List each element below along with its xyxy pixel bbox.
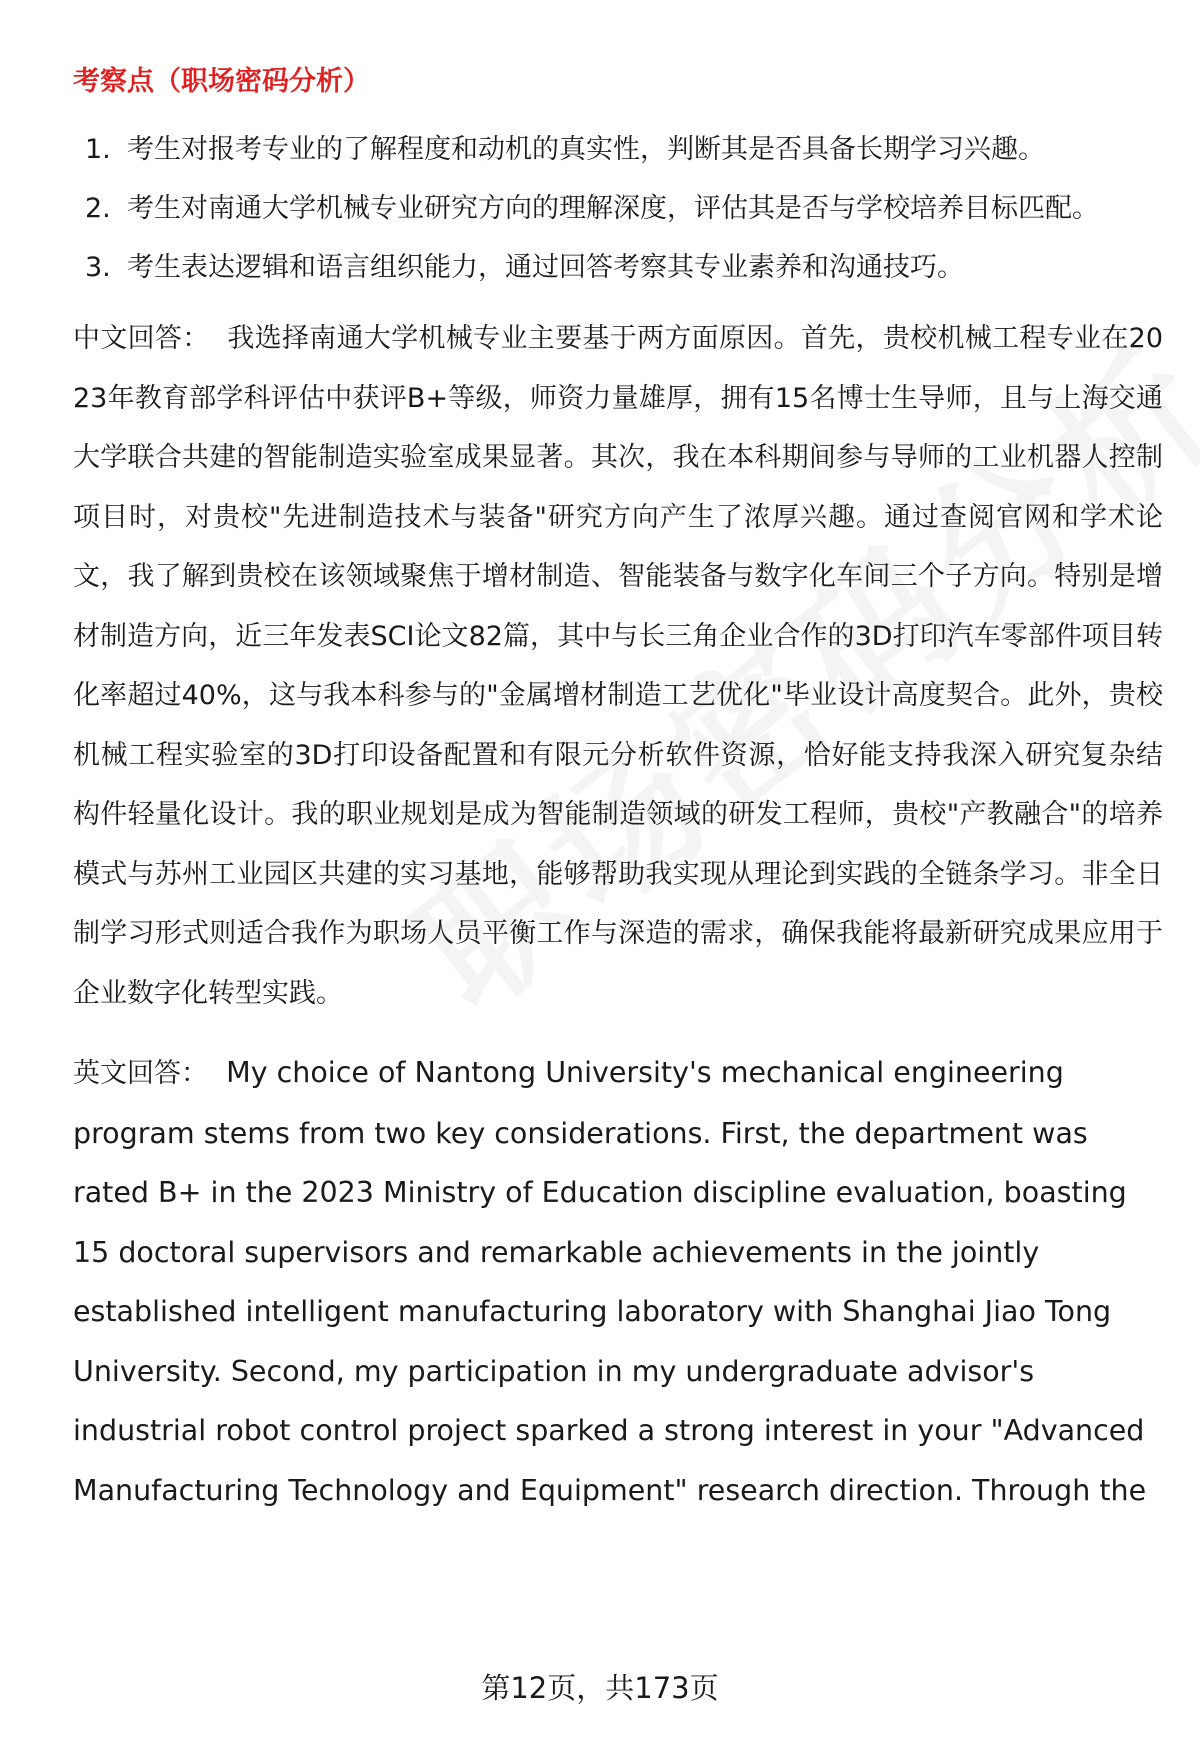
list-item-number: 3.: [85, 252, 111, 283]
list-item-text: 考生表达逻辑和语言组织能力，通过回答考察其专业素养和沟通技巧。: [127, 252, 964, 283]
list-item-text: 考生对报考专业的了解程度和动机的真实性，判断其是否具备长期学习兴趣。: [127, 134, 1045, 165]
assessment-points-list: [73, 120, 1163, 297]
chinese-answer-text: 我选择南通大学机械专业主要基于两方面原因。首先，贵校机械工程专业在2023年教育部学科评估中获评B+等级，师资力量雄厚，拥有15名博士生导师，且与上海交通大学联合共建的智能制造实验室成果显著。其次，我在本科期间参与导师的工业机器人控制项目时，对贵校"先进制造技术与装备"研究方向产生了浓厚兴趣。通过查阅官网和学术论文，我了解到贵校在该领域聚焦于增材制造、智能装备与数字化车间三个子方向。特别是增材制造方向，近三年发表SCI论文82篇，其中与长三角企业合作的3D打印汽车零部件项目转化率超过40%，这与我本科参与的"金属增材制造工艺优化"毕业设计高度契合。此外，贵校机械工程实验室的3D打印设备配置和有限元分析软件资源，恰好能支持我深入研究复杂结构件轻量化设计。我的职业规划是成为智能制造领域的研发工程师，贵校"产教融合"的培养模式与苏州工业园区共建的实习基地，能够帮助我实现从理论到实践的全链条学习。非全日制学习形式则适合我作为职场人员平衡工作与深造的需求，确保我能将最新研究成果应用于企业数字化转型实践。: [73, 323, 1164, 1009]
page-number-footer: 第12页，共173页: [481, 1671, 719, 1705]
chinese-answer-paragraph: [73, 309, 1163, 1023]
english-answer-label: 英文回答：: [73, 1058, 208, 1089]
list-item-number: 2.: [85, 193, 111, 224]
list-item: [73, 238, 1163, 297]
list-item-number: 1.: [85, 134, 111, 165]
list-item: [73, 179, 1163, 238]
section-title: 考察点（职场密码分析）: [73, 66, 370, 97]
list-item: [73, 120, 1163, 179]
english-answer-text: My choice of Nantong University's mechanical engineering program stems from two key considerations. First, the department was rated B+ in the 2023 Ministry of Education discipline evaluation, boasting 15 doctoral supervisors and remarkable achievements in the jointly established intelligent manufacturing laboratory with Shanghai Jiao Tong University. Second, my participation in my undergraduate advisor's industrial robot control project sparked a strong interest in your "Advanced Manufacturing Technology and Equipment" research direction. Through the: [73, 1056, 1147, 1507]
chinese-answer-label: 中文回答：: [73, 323, 210, 354]
english-answer-paragraph: [73, 1043, 1163, 1520]
page-content: [73, 54, 1163, 1520]
list-item-text: 考生对南通大学机械专业研究方向的理解深度，评估其是否与学校培养目标匹配。: [127, 193, 1099, 224]
